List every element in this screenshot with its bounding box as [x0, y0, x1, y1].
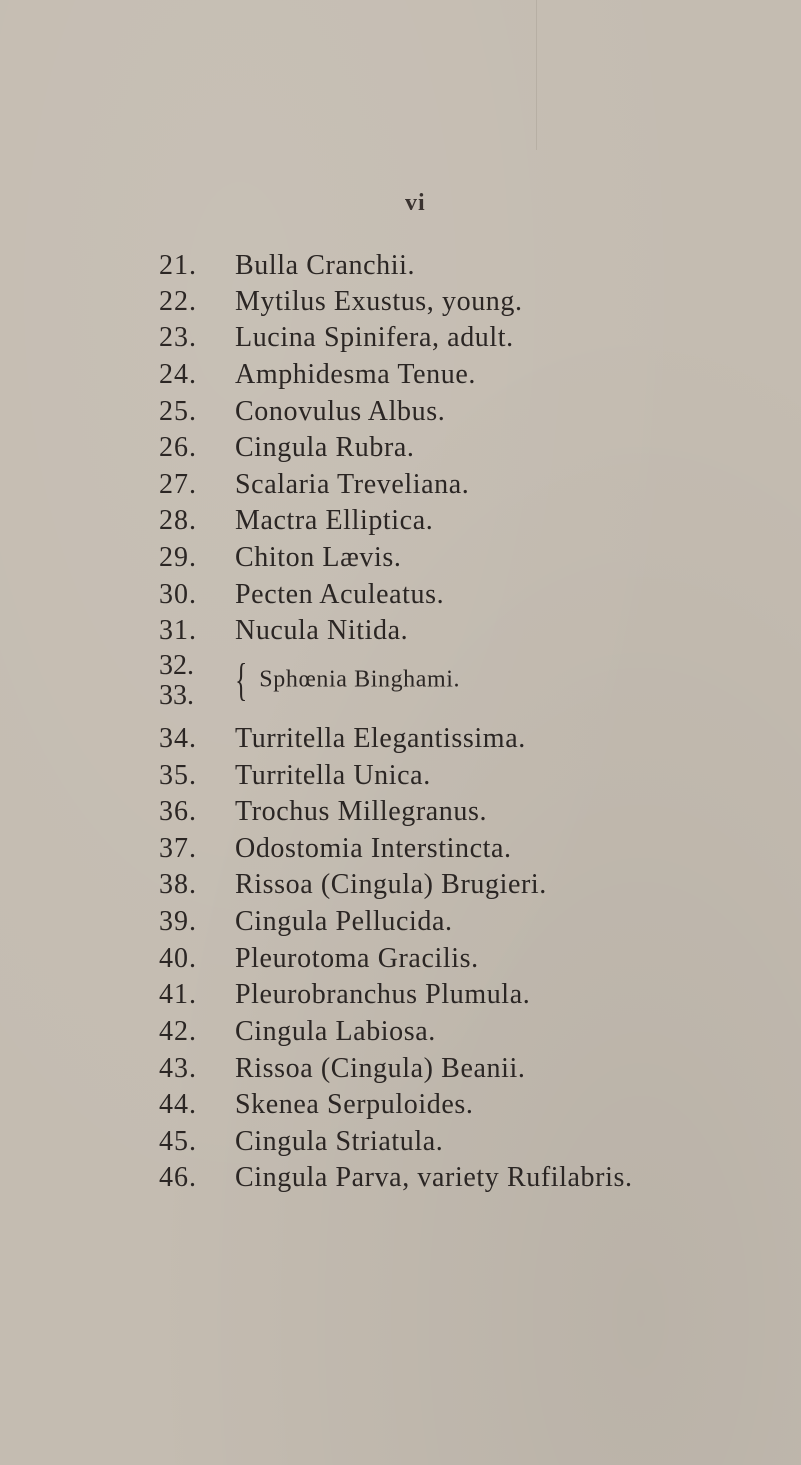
species-name: Odostomia Interstincta. [235, 833, 512, 864]
species-name: Trochus Millegranus. [235, 796, 488, 827]
species-name: Scalaria Treveliana. [235, 469, 470, 500]
species-name: Chiton Lævis. [235, 542, 402, 573]
species-name: Mactra Elliptica. [235, 505, 434, 536]
species-name: Cingula Labiosa. [235, 1016, 436, 1047]
entry-number: 28. [159, 505, 197, 536]
entry-number: 32. [159, 650, 194, 681]
species-name: Cingula Pellucida. [235, 906, 453, 937]
species-name: Skenea Serpuloides. [235, 1089, 474, 1120]
entry-number: 46. [159, 1162, 197, 1193]
species-name: Cingula Parva, variety Rufilabris. [235, 1162, 633, 1193]
species-name: Pleurotoma Gracilis. [235, 943, 479, 974]
entry-number: 42. [159, 1016, 197, 1047]
species-name: Turritella Elegantissima. [235, 723, 526, 754]
entry-number: 22. [159, 286, 197, 317]
entry-number: 24. [159, 359, 197, 390]
entry-number: 26. [159, 432, 197, 463]
entry-number: 25. [159, 396, 197, 427]
bracketed-entry-numbers [159, 651, 229, 711]
page-number: vi [405, 190, 426, 216]
species-name: Cingula Rubra. [235, 432, 415, 463]
species-name: Rissoa (Cingula) Beanii. [235, 1053, 526, 1084]
species-name: Bulla Cranchii. [235, 250, 416, 281]
species-name: Amphidesma Tenue. [235, 359, 477, 390]
entry-number: 44. [159, 1089, 197, 1120]
species-name: Rissoa (Cingula) Brugieri. [235, 869, 547, 900]
entry-number: 31. [159, 615, 197, 646]
species-name: Conovulus Albus. [235, 396, 446, 427]
species-name: Lucina Spinifera, adult. [235, 322, 514, 353]
species-name: Sphœnia Binghami. [259, 666, 461, 693]
bracketed-entry [230, 654, 461, 705]
species-name: Mytilus Exustus, young. [235, 286, 523, 317]
entry-number: 45. [159, 1126, 197, 1157]
entry-number: 30. [159, 579, 197, 610]
entry-number: 29. [159, 542, 197, 573]
entry-number: 21. [159, 250, 197, 281]
entry-number: 36. [159, 796, 197, 827]
curly-brace: { [235, 654, 248, 705]
species-name: Pleurobranchus Plumula. [235, 979, 531, 1010]
paper-fold-line [536, 0, 537, 150]
species-name: Cingula Striatula. [235, 1126, 444, 1157]
entry-number: 23. [159, 322, 197, 353]
entry-number: 33. [159, 680, 194, 711]
entry-number: 27. [159, 469, 197, 500]
entry-number: 34. [159, 723, 197, 754]
species-name: Nucula Nitida. [235, 615, 409, 646]
entry-number: 38. [159, 869, 197, 900]
entry-number: 43. [159, 1053, 197, 1084]
entry-number: 37. [159, 833, 197, 864]
entry-number: 35. [159, 760, 197, 791]
entry-number: 40. [159, 943, 197, 974]
species-name: Pecten Aculeatus. [235, 579, 445, 610]
entry-number: 39. [159, 906, 197, 937]
entry-number: 41. [159, 979, 197, 1010]
species-name: Turritella Unica. [235, 760, 431, 791]
